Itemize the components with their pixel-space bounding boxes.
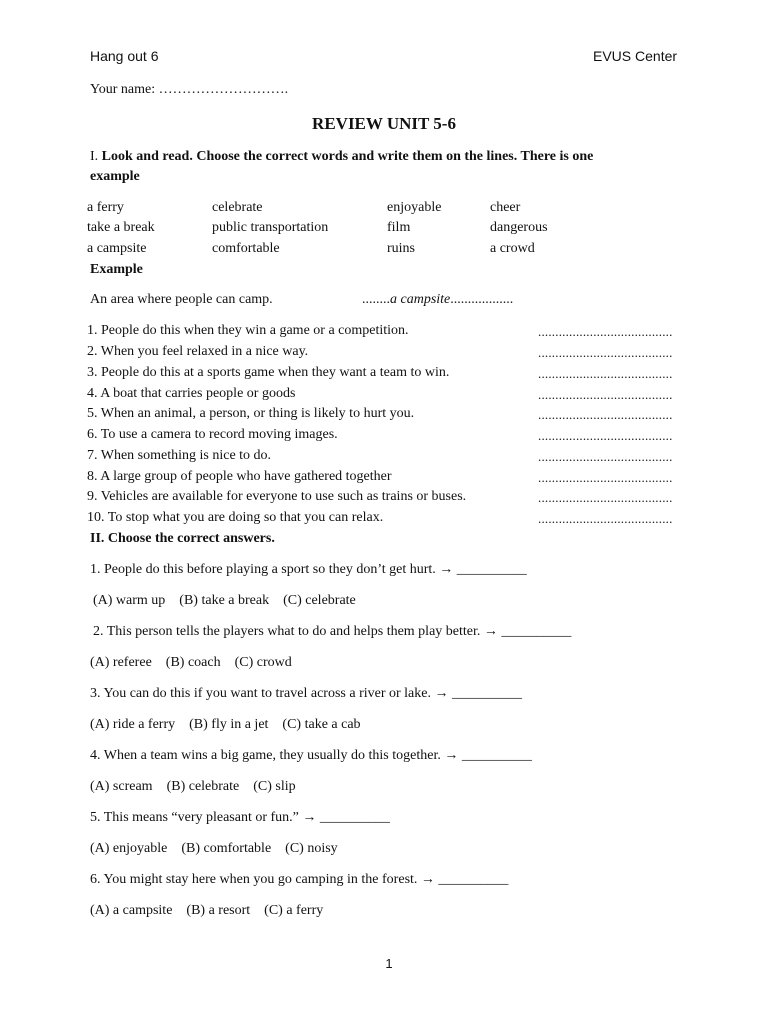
page-title: REVIEW UNIT 5-6: [312, 114, 456, 133]
answer-line[interactable]: .......................................: [538, 387, 673, 402]
question-text: 1. People do this before playing a sport so they don’t get hurt. → __________: [90, 562, 527, 577]
answer-line[interactable]: .......................................: [538, 407, 673, 422]
word-bank-item: take a break: [87, 220, 155, 235]
question-text: 5. This means “very pleasant or fun.” → __________: [90, 810, 390, 825]
word-bank-item: ruins: [387, 241, 415, 256]
list-item: 10. To stop what you are doing so that you can relax.: [87, 510, 384, 525]
question-text: 4. When a team wins a big game, they usually do this together. → __________: [90, 748, 532, 763]
section1-instruction-line1: Look and read. Choose the correct words and write them on the lines. There is one: [101, 149, 594, 164]
word-bank-item: public transportation: [212, 220, 329, 235]
answer-line[interactable]: .......................................: [538, 449, 673, 464]
answer-line[interactable]: .......................................: [538, 428, 673, 443]
question-options: (A) referee (B) coach (C) crowd: [90, 655, 292, 670]
example-answer-prefix: ........: [362, 292, 390, 307]
example-answer-suffix: ..................: [450, 292, 514, 307]
list-item: 4. A boat that carries people or goods: [87, 386, 296, 401]
question-options: (A) warm up (B) take a break (C) celebrate: [93, 593, 356, 608]
section1-number: I.: [90, 149, 99, 164]
question-options: (A) scream (B) celebrate (C) slip: [90, 779, 296, 794]
answer-line[interactable]: .......................................: [538, 470, 673, 485]
answer-line[interactable]: .......................................: [538, 366, 673, 381]
list-item: 1. People do this when they win a game or a competition.: [87, 323, 409, 338]
section1-instruction: [90, 149, 593, 165]
answer-line[interactable]: .......................................: [538, 345, 673, 360]
word-bank-item: a campsite: [87, 241, 147, 256]
your-name-line: Your name: ……………………….: [90, 82, 289, 97]
list-item: 2. When you feel relaxed in a nice way.: [87, 344, 309, 359]
example-answer: [362, 292, 513, 308]
word-bank-item: dangerous: [490, 220, 548, 235]
word-bank-item: comfortable: [212, 241, 280, 256]
word-bank-item: a ferry: [87, 200, 124, 215]
header-left: Hang out 6: [90, 48, 159, 64]
list-item: 7. When something is nice to do.: [87, 448, 272, 463]
example-heading: Example: [90, 262, 143, 277]
list-item: 6. To use a camera to record moving images.: [87, 427, 338, 442]
word-bank-item: celebrate: [212, 200, 263, 215]
list-item: 9. Vehicles are available for everyone to use such as trains or buses.: [87, 489, 467, 504]
question-options: (A) enjoyable (B) comfortable (C) noisy: [90, 841, 338, 856]
question-text: 3. You can do this if you want to travel across a river or lake. → __________: [90, 686, 522, 701]
section2-heading: II. Choose the correct answers.: [90, 531, 275, 546]
word-bank-item: enjoyable: [387, 200, 442, 215]
answer-line[interactable]: .......................................: [538, 511, 673, 526]
list-item: 5. When an animal, a person, or thing is likely to hurt you.: [87, 406, 415, 421]
question-options: (A) ride a ferry (B) fly in a jet (C) take a cab: [90, 717, 361, 732]
header-right: EVUS Center: [593, 48, 678, 64]
example-answer-word: a campsite: [390, 292, 451, 307]
section1-instruction-line2: example: [90, 169, 140, 184]
question-text: 2. This person tells the players what to do and helps them play better. → __________: [93, 624, 572, 639]
example-text: An area where people can camp.: [90, 292, 273, 307]
answer-line[interactable]: .......................................: [538, 490, 673, 505]
word-bank-item: a crowd: [490, 241, 535, 256]
word-bank-item: film: [387, 220, 411, 235]
answer-line[interactable]: .......................................: [538, 324, 673, 339]
list-item: 3. People do this at a sports game when they want a team to win.: [87, 365, 450, 380]
page-number: 1: [385, 956, 393, 971]
list-item: 8. A large group of people who have gathered together: [87, 469, 392, 484]
question-text: 6. You might stay here when you go camping in the forest. → __________: [90, 872, 509, 887]
question-options: (A) a campsite (B) a resort (C) a ferry: [90, 903, 324, 918]
word-bank-item: cheer: [490, 200, 521, 215]
